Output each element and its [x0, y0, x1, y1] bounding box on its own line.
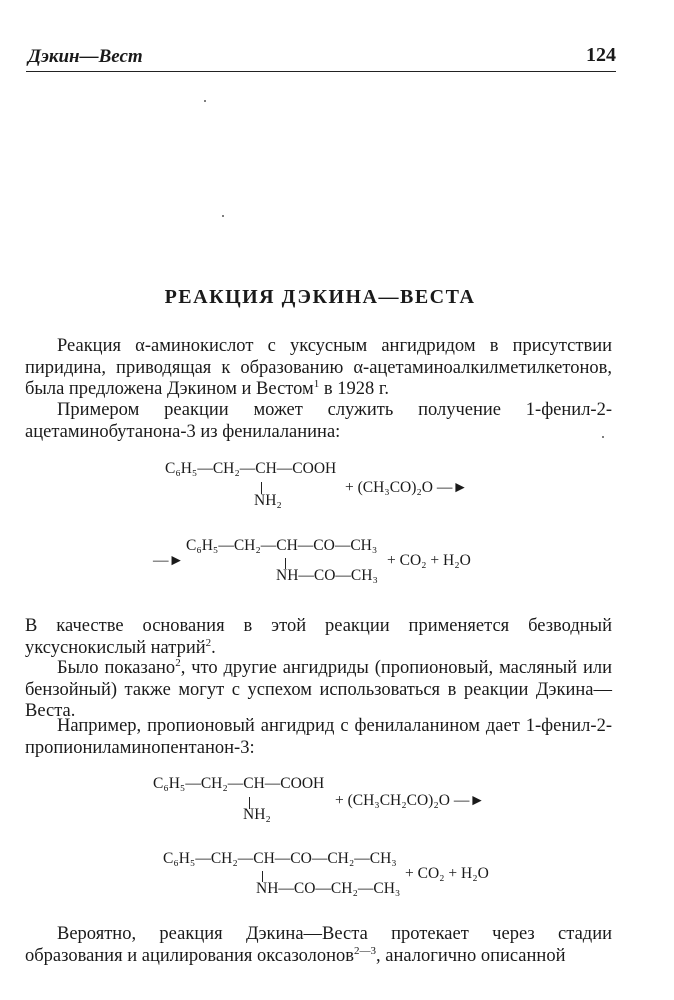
reaction2-reactant-amine: NH₂: [243, 806, 271, 823]
footnote-ref: 2—3: [354, 944, 377, 957]
scan-speck: [222, 215, 224, 217]
reaction2-reagent: + (CH₃CH₂CO)₂O —►: [335, 792, 485, 809]
reaction1-product: C₆H₅—CH₂—CH—CO—CH₃: [186, 537, 378, 554]
paragraph-mechanism: Вероятно, реакция Дэкина—Веста протекает через стадии образования и ацилирования оксазолонов$^{2—3}$, аналогично описанной: [25, 924, 612, 966]
paragraph-example: Примером реакции может служить получение 1-фенил-2-ацетаминобутанона-3 из фенилаланина:: [25, 400, 612, 442]
footnote-ref: 1: [313, 378, 320, 390]
reaction1-reactant-amine: NH₂: [254, 492, 282, 509]
reaction1-product-amide: NH—CO—CH₃: [276, 567, 378, 584]
article-title: РЕАКЦИЯ ДЭКИНА—ВЕСТА: [164, 286, 476, 308]
page-number: 124: [586, 44, 616, 66]
paragraph-propionic-example: Например, пропионовый ангидрид с фенилаланином дает 1-фенил-2-пропиониламинопентанон-3:: [25, 716, 612, 758]
reaction1-arrow: —►: [153, 552, 184, 569]
reaction1-reactant: C₆H₅—CH₂—CH—COOH: [165, 460, 337, 477]
paragraph-intro: Реакция α-аминокислот с уксусным ангидридом в присутствии пиридина, приводящая к образованию α-ацетаминоалкилметилкетонов, была предложена Дэкином и Вестом$^1$ в 1928 г.: [25, 336, 612, 399]
scan-speck: [204, 100, 206, 102]
footnote-ref: 2: [205, 636, 212, 649]
reaction2-product: C₆H₅—CH₂—CH—CO—CH₂—CH₃: [163, 850, 397, 867]
running-head-title: Дэкин—Вест: [28, 46, 143, 67]
reaction1-byproducts: + CO₂ + H₂O: [387, 552, 471, 569]
paragraph-base: В качестве основания в этой реакции применяется безводный уксуснокислый натрий$^2$.: [25, 616, 612, 658]
reaction2-reactant: C₆H₅—CH₂—CH—COOH: [153, 775, 325, 792]
reaction2-byproducts: + CO₂ + H₂O: [405, 865, 489, 882]
footnote-ref: 2: [175, 657, 181, 669]
reaction1-reagent: + (CH₃CO)₂O —►: [345, 479, 468, 496]
paragraph-anhydrides: Было показано$^2$, что другие ангидриды (пропионовый, масляный или бензойный) также могут с успехом использоваться в реакции Дэкина—Веста.: [25, 657, 612, 721]
header-divider: [26, 71, 616, 72]
reaction2-product-amide: NH—CO—CH₂—CH₃: [256, 880, 401, 897]
